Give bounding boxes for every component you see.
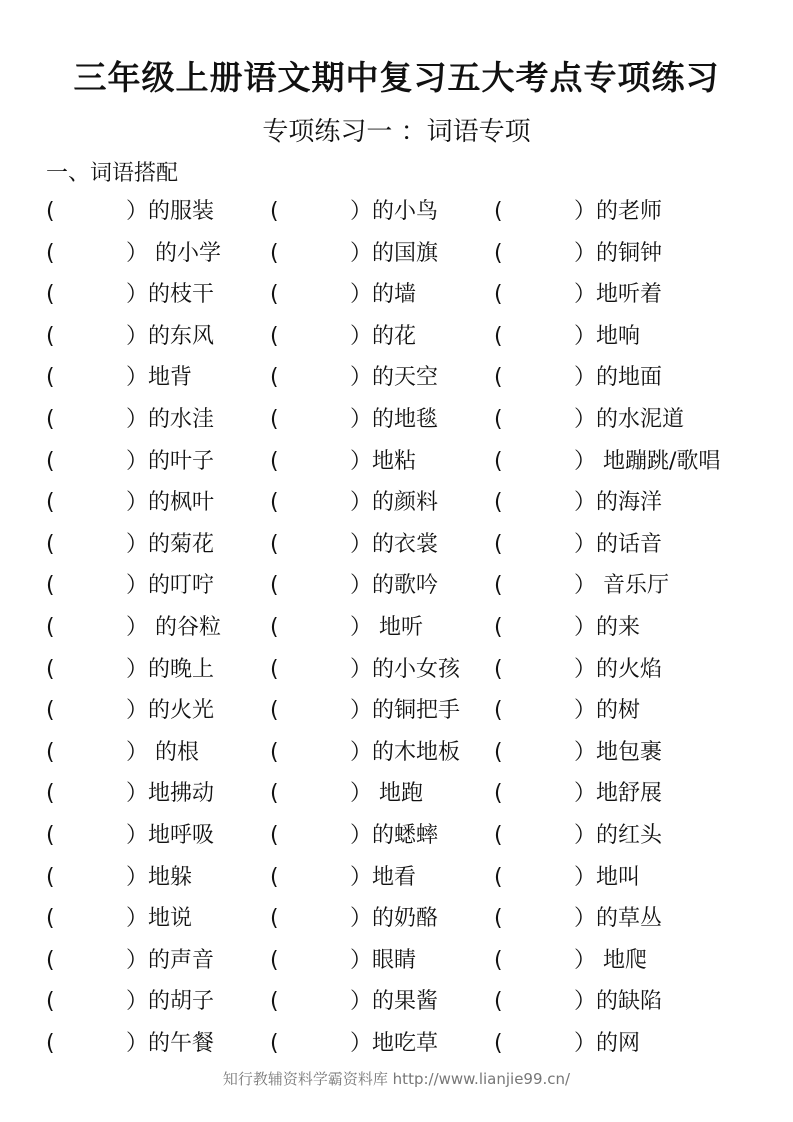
phrase-text: ）的铜把手 [350, 698, 461, 724]
exercise-row [0, 981, 793, 1023]
exercise-item [46, 732, 199, 774]
phrase-text: ）的树 [574, 698, 641, 724]
phrase-text: ）的颜料 [350, 490, 439, 516]
blank-open-paren: ( [494, 864, 503, 890]
blank-open-paren: ( [494, 1030, 503, 1056]
exercise-item [46, 316, 214, 358]
exercise-item [46, 898, 192, 940]
phrase-text: ） 地蹦跳/歌唱 [574, 448, 721, 474]
exercise-item [46, 981, 214, 1023]
phrase-text: ）的奶酪 [350, 906, 439, 932]
exercise-item [46, 274, 214, 316]
phrase-text: ）的缺陷 [574, 989, 663, 1015]
exercise-row [0, 815, 793, 857]
blank-open-paren: ( [494, 406, 503, 432]
exercise-item [494, 981, 662, 1023]
blank-open-paren: ( [270, 906, 279, 932]
exercise-item [270, 191, 438, 233]
blank-open-paren: ( [494, 698, 503, 724]
phrase-text: ）地拂动 [126, 781, 215, 807]
exercise-item [494, 191, 662, 233]
exercise-item [270, 649, 460, 691]
blank-open-paren: ( [494, 199, 503, 224]
blank-open-paren: ( [46, 240, 55, 266]
exercise-item [494, 316, 640, 358]
blank-open-paren: ( [270, 864, 279, 890]
phrase-text: ）地叫 [574, 864, 641, 890]
blank-open-paren: ( [270, 781, 279, 807]
exercise-item [494, 233, 662, 275]
phrase-text: ）的天空 [350, 365, 439, 391]
blank-open-paren: ( [270, 614, 279, 640]
exercise-row [0, 274, 793, 316]
phrase-text: ）的地毯 [350, 406, 439, 432]
phrase-text: ）地包裹 [574, 739, 663, 765]
exercise-row [0, 690, 793, 732]
exercise-item [494, 274, 662, 316]
blank-open-paren: ( [494, 739, 503, 765]
blank-open-paren: ( [270, 698, 279, 724]
exercise-item [270, 357, 438, 399]
exercise-item [494, 399, 684, 441]
exercise-item [46, 233, 221, 275]
blank-open-paren: ( [494, 240, 503, 266]
blank-open-paren: ( [494, 906, 503, 932]
exercise-item [270, 815, 438, 857]
blank-open-paren: ( [494, 573, 503, 599]
blank-open-paren: ( [270, 739, 279, 765]
phrase-text: ）的火光 [126, 698, 215, 724]
exercise-item [270, 274, 416, 316]
exercise-row [0, 773, 793, 815]
phrase-text: ）的花 [350, 323, 417, 349]
blank-open-paren: ( [46, 822, 55, 848]
blank-open-paren: ( [46, 282, 55, 308]
phrase-text: ）的午餐 [126, 1030, 215, 1056]
exercise-item [270, 690, 460, 732]
exercise-row [0, 607, 793, 649]
exercise-item [46, 773, 214, 815]
exercise-item [46, 1023, 214, 1065]
blank-open-paren: ( [46, 656, 55, 682]
phrase-text: ） 的小学 [126, 240, 221, 266]
phrase-text: ） 地听 [350, 614, 423, 640]
phrase-text: ）的叮咛 [126, 573, 215, 599]
blank-open-paren: ( [270, 989, 279, 1015]
exercise-item [270, 773, 423, 815]
blank-open-paren: ( [270, 365, 279, 391]
exercise-row [0, 857, 793, 899]
blank-open-paren: ( [46, 531, 55, 557]
exercise-item [494, 773, 662, 815]
phrase-text: ） 的谷粒 [126, 614, 221, 640]
phrase-text: ）的红头 [574, 822, 663, 848]
phrase-text: ）的叶子 [126, 448, 215, 474]
exercise-row [0, 524, 793, 566]
exercise-item [270, 482, 438, 524]
phrase-text: ）的火焰 [574, 656, 663, 682]
exercise-item [46, 607, 221, 649]
exercise-item [46, 399, 214, 441]
section-heading: 一、词语搭配 [46, 161, 179, 186]
blank-open-paren: ( [46, 365, 55, 391]
exercise-item [494, 940, 647, 982]
exercise-item [270, 1023, 438, 1065]
blank-open-paren: ( [270, 199, 279, 224]
blank-open-paren: ( [46, 490, 55, 516]
exercise-item [46, 940, 214, 982]
exercise-row [0, 898, 793, 940]
exercise-item [494, 690, 640, 732]
phrase-text: ）的小鸟 [350, 199, 439, 224]
blank-open-paren: ( [46, 698, 55, 724]
exercise-item [46, 857, 192, 899]
page-subtitle: 专项练习一 ：词语专项 [262, 117, 531, 147]
blank-open-paren: ( [270, 406, 279, 432]
exercise-rows [0, 191, 793, 1064]
blank-open-paren: ( [46, 199, 55, 224]
blank-open-paren: ( [46, 906, 55, 932]
blank-open-paren: ( [494, 656, 503, 682]
phrase-text: ）的果酱 [350, 989, 439, 1015]
exercise-item [494, 607, 640, 649]
phrase-text: ）的水洼 [126, 406, 215, 432]
exercise-item [46, 815, 214, 857]
phrase-text: ）地看 [350, 864, 417, 890]
blank-open-paren: ( [270, 282, 279, 308]
exercise-row [0, 1023, 793, 1065]
blank-open-paren: ( [46, 989, 55, 1015]
blank-open-paren: ( [46, 947, 55, 973]
phrase-text: ）地吃草 [350, 1030, 439, 1056]
blank-open-paren: ( [494, 781, 503, 807]
exercise-item [46, 565, 214, 607]
exercise-row [0, 441, 793, 483]
exercise-item [270, 607, 423, 649]
phrase-text: ）的话音 [574, 531, 663, 557]
page-title: 三年级上册语文期中复习五大考点专项练习 [73, 58, 720, 97]
phrase-text: ）的水泥道 [574, 406, 685, 432]
phrase-text: ）的声音 [126, 947, 215, 973]
blank-open-paren: ( [494, 614, 503, 640]
exercise-row [0, 732, 793, 774]
exercise-item [270, 857, 416, 899]
blank-open-paren: ( [270, 656, 279, 682]
exercise-item [494, 649, 662, 691]
phrase-text: ）的晚上 [126, 656, 215, 682]
blank-open-paren: ( [494, 490, 503, 516]
blank-open-paren: ( [270, 448, 279, 474]
blank-open-paren: ( [270, 490, 279, 516]
blank-open-paren: ( [46, 406, 55, 432]
exercise-item [46, 191, 214, 233]
exercise-item [46, 482, 214, 524]
exercise-item [494, 1023, 640, 1065]
blank-open-paren: ( [270, 323, 279, 349]
exercise-row [0, 940, 793, 982]
phrase-text: ）的小女孩 [350, 656, 461, 682]
blank-open-paren: ( [494, 947, 503, 973]
exercise-item [270, 316, 416, 358]
phrase-text: ）的老师 [574, 199, 663, 224]
phrase-text: ）的蟋蟀 [350, 822, 439, 848]
phrase-text: ）地听着 [574, 282, 663, 308]
blank-open-paren: ( [46, 781, 55, 807]
phrase-text: ）的地面 [574, 365, 663, 391]
phrase-text: ） 地跑 [350, 781, 423, 807]
blank-open-paren: ( [270, 947, 279, 973]
exercise-item [270, 233, 438, 275]
exercise-item [46, 524, 214, 566]
exercise-item [46, 690, 214, 732]
phrase-text: ）的胡子 [126, 989, 215, 1015]
phrase-text: ）地响 [574, 323, 641, 349]
phrase-text: ）的枫叶 [126, 490, 215, 516]
blank-open-paren: ( [46, 864, 55, 890]
blank-open-paren: ( [46, 448, 55, 474]
phrase-text: ）的草丛 [574, 906, 663, 932]
exercise-row [0, 357, 793, 399]
blank-open-paren: ( [46, 573, 55, 599]
exercise-item [494, 565, 669, 607]
blank-open-paren: ( [46, 1030, 55, 1056]
phrase-text: ）的木地板 [350, 739, 461, 765]
blank-open-paren: ( [270, 822, 279, 848]
blank-open-paren: ( [270, 573, 279, 599]
exercise-item [270, 732, 460, 774]
exercise-item [494, 482, 662, 524]
phrase-text: ）的衣裳 [350, 531, 439, 557]
page-footer: 知行教辅资料学霸资料库 http://www.lianjie99.cn/ [222, 1070, 571, 1088]
exercise-item [270, 981, 438, 1023]
phrase-text: ） 地爬 [574, 947, 647, 973]
exercise-row [0, 565, 793, 607]
blank-open-paren: ( [270, 531, 279, 557]
exercise-item [494, 732, 662, 774]
exercise-item [270, 399, 438, 441]
exercise-item [270, 898, 438, 940]
blank-open-paren: ( [46, 739, 55, 765]
blank-open-paren: ( [494, 323, 503, 349]
exercise-row [0, 482, 793, 524]
exercise-row [0, 233, 793, 275]
exercise-row [0, 399, 793, 441]
phrase-text: ） 音乐厅 [574, 573, 669, 599]
phrase-text: ）的菊花 [126, 531, 215, 557]
phrase-text: ）地舒展 [574, 781, 663, 807]
exercise-row [0, 316, 793, 358]
phrase-text: ）地粘 [350, 448, 417, 474]
blank-open-paren: ( [494, 365, 503, 391]
phrase-text: ）眼睛 [350, 947, 417, 973]
exercise-item [494, 857, 640, 899]
blank-open-paren: ( [494, 448, 503, 474]
exercise-item [494, 524, 662, 566]
phrase-text: ）的枝干 [126, 282, 215, 308]
blank-open-paren: ( [270, 240, 279, 266]
exercise-row [0, 649, 793, 691]
phrase-text: ）的来 [574, 614, 641, 640]
phrase-text: ）的墙 [350, 282, 417, 308]
blank-open-paren: ( [494, 822, 503, 848]
exercise-item [46, 649, 214, 691]
phrase-text: ） 的根 [126, 739, 199, 765]
exercise-row [0, 191, 793, 233]
phrase-text: ）地说 [126, 906, 193, 932]
phrase-text: ）的海洋 [574, 490, 663, 516]
exercise-item [270, 940, 416, 982]
phrase-text: ）地呼吸 [126, 822, 215, 848]
phrase-text: ）的铜钟 [574, 240, 663, 266]
blank-open-paren: ( [494, 989, 503, 1015]
blank-open-paren: ( [494, 282, 503, 308]
blank-open-paren: ( [46, 323, 55, 349]
exercise-item [494, 898, 662, 940]
exercise-item [494, 357, 662, 399]
phrase-text: ）的服装 [126, 199, 215, 224]
phrase-text: ）的网 [574, 1030, 641, 1056]
exercise-item [46, 441, 214, 483]
exercise-item [494, 815, 662, 857]
phrase-text: ）地背 [126, 365, 193, 391]
blank-open-paren: ( [270, 1030, 279, 1056]
exercise-item [270, 441, 416, 483]
exercise-item [494, 441, 720, 483]
blank-open-paren: ( [494, 531, 503, 557]
blank-open-paren: ( [46, 614, 55, 640]
exercise-item [46, 357, 192, 399]
phrase-text: ）的歌吟 [350, 573, 439, 599]
phrase-text: ）的东风 [126, 323, 215, 349]
phrase-text: ）的国旗 [350, 240, 439, 266]
exercise-item [270, 565, 438, 607]
exercise-item [270, 524, 438, 566]
phrase-text: ）地躲 [126, 864, 193, 890]
